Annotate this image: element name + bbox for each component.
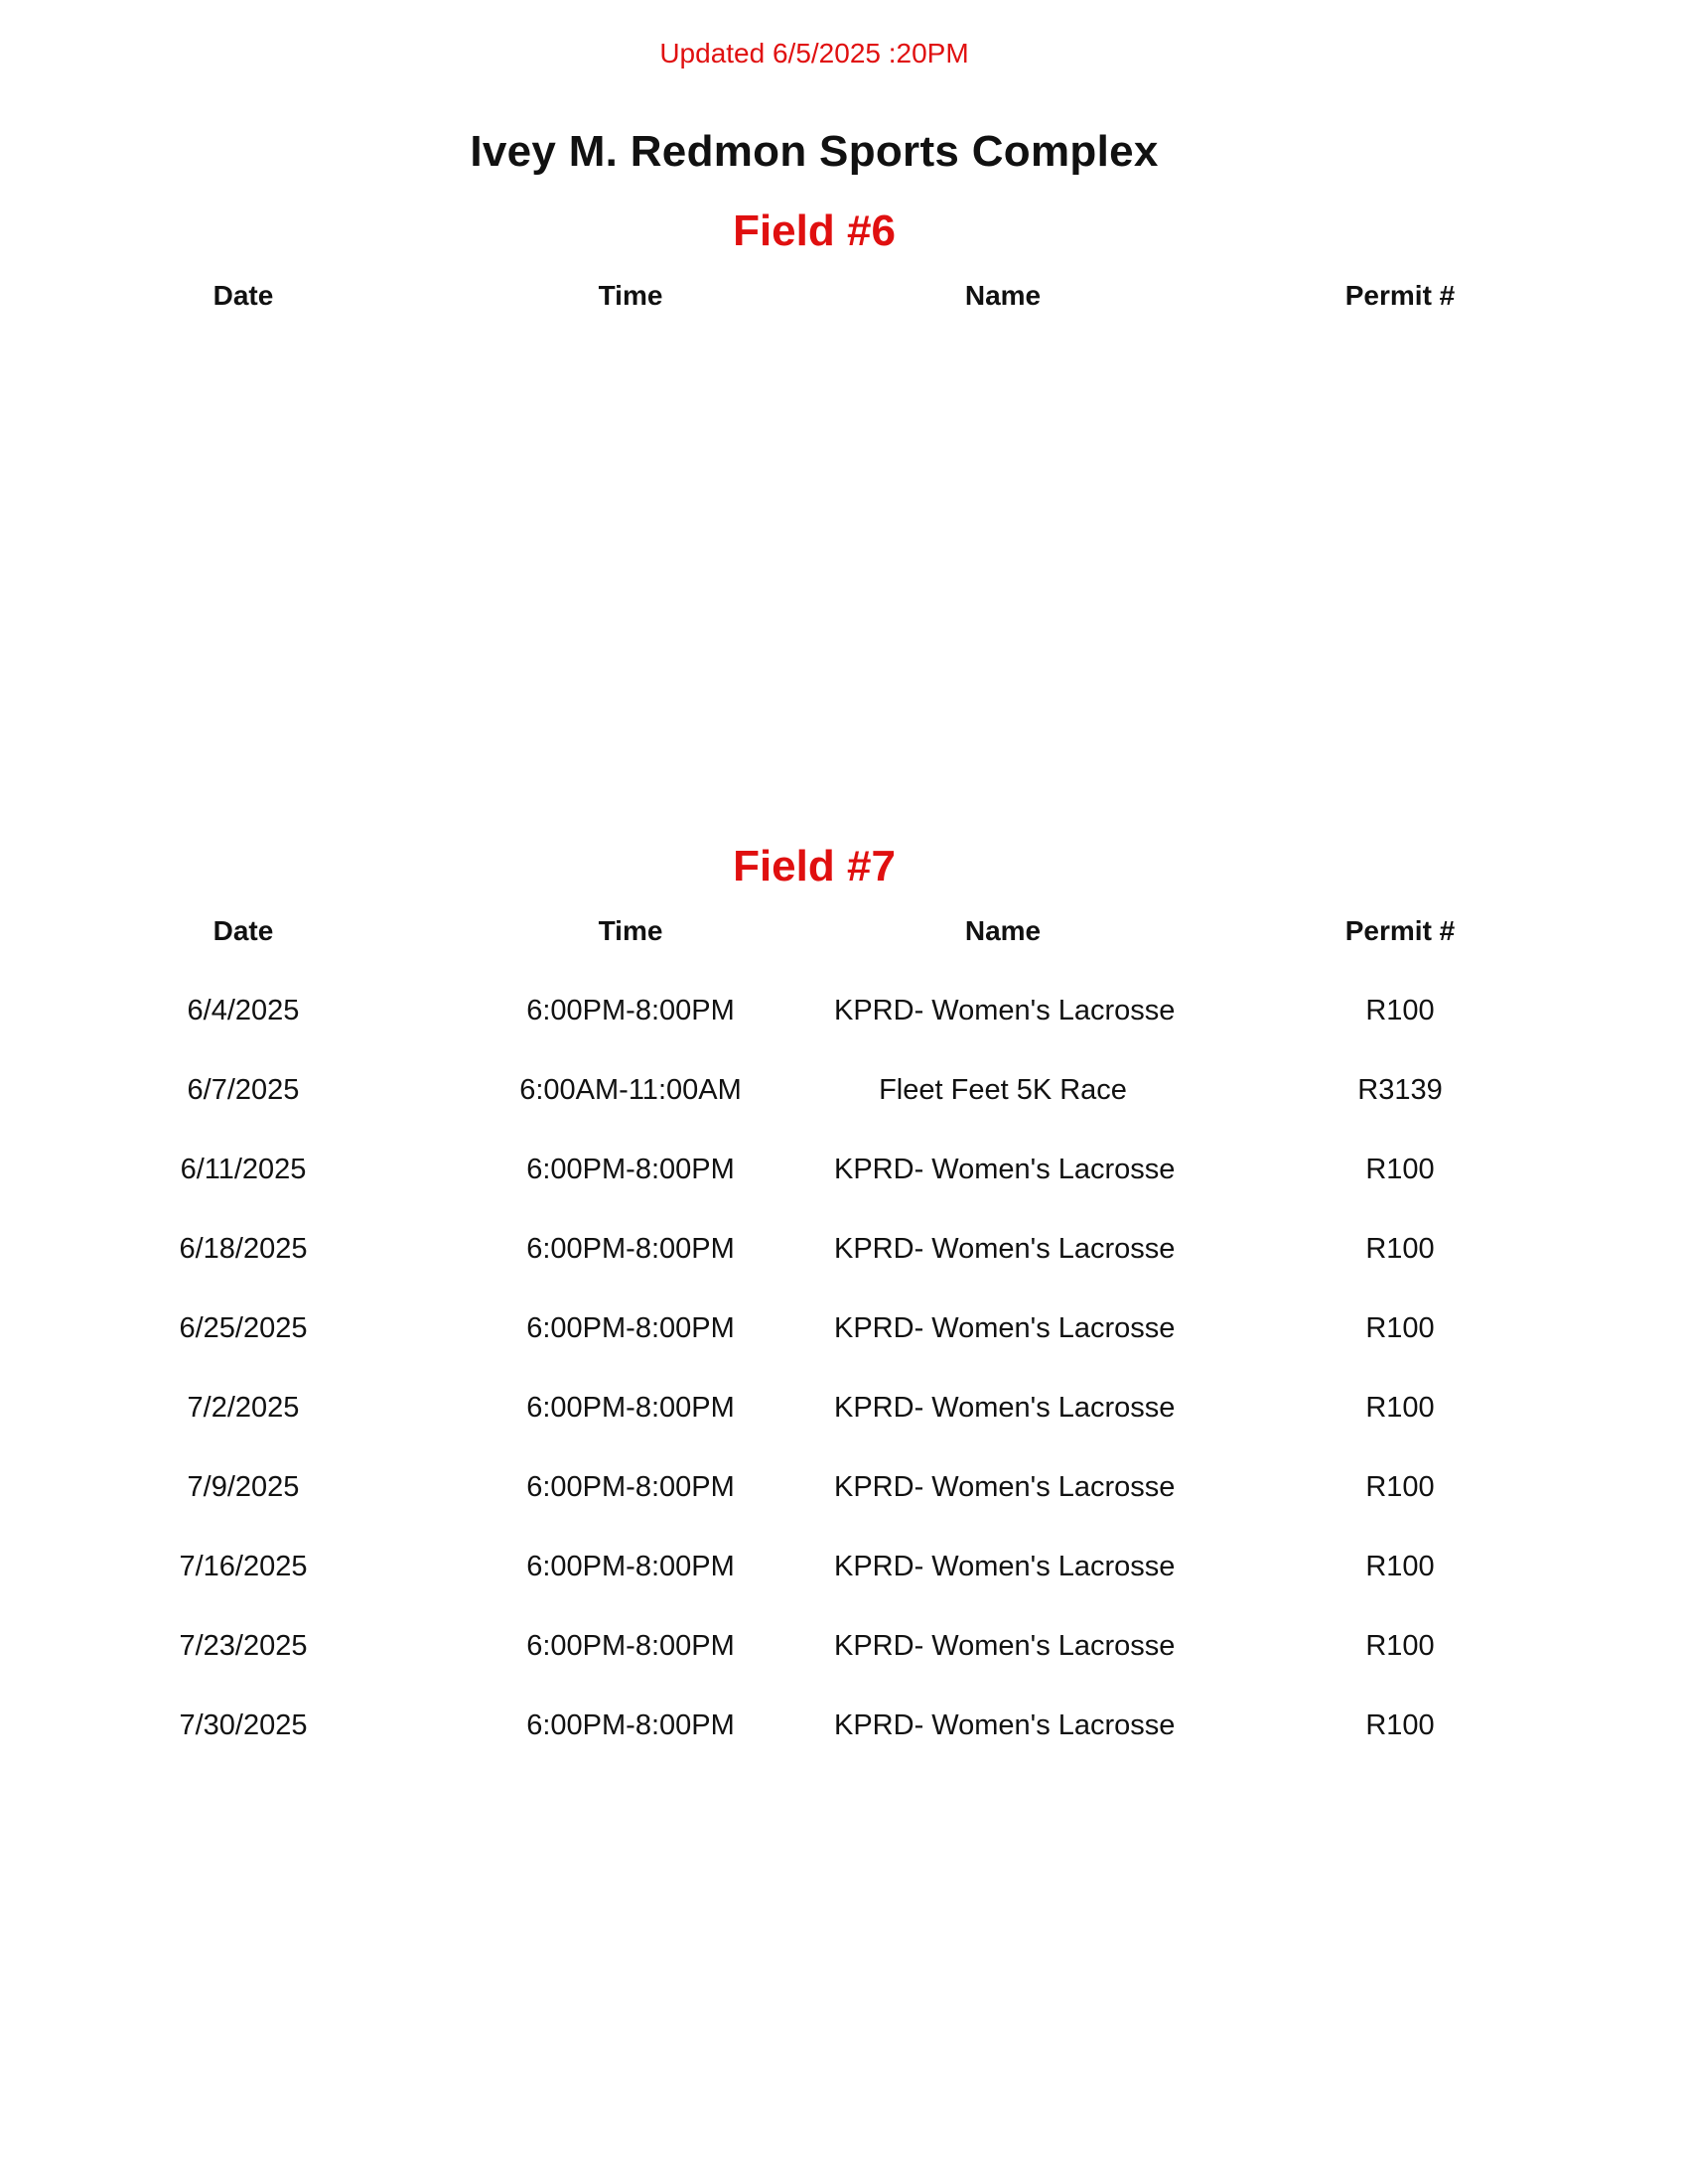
- name-cell: KPRD- Women's Lacrosse: [834, 1471, 1176, 1503]
- date-cell: 6/7/2025: [187, 1074, 300, 1106]
- name-cell: KPRD- Women's Lacrosse: [834, 1709, 1176, 1741]
- table-row: [0, 1392, 1688, 1432]
- name-cell: KPRD- Women's Lacrosse: [834, 995, 1176, 1026]
- time-cell: 6:00PM-8:00PM: [526, 1233, 735, 1265]
- date-cell: 6/18/2025: [179, 1233, 308, 1265]
- table-row: [0, 1551, 1688, 1590]
- name-cell: KPRD- Women's Lacrosse: [834, 1154, 1176, 1185]
- time-cell: 6:00PM-8:00PM: [526, 1154, 735, 1185]
- time-cell: 6:00PM-8:00PM: [526, 1471, 735, 1503]
- field-6-table-header: [0, 280, 1688, 320]
- permit-cell: R3139: [1357, 1074, 1443, 1106]
- permit-cell: R100: [1365, 1392, 1435, 1424]
- date-column-header: Date: [212, 915, 274, 946]
- time-cell: 6:00PM-8:00PM: [526, 995, 735, 1026]
- time-cell: 6:00AM-11:00AM: [519, 1074, 742, 1106]
- date-cell: 7/9/2025: [187, 1471, 300, 1503]
- table-row: [0, 1630, 1688, 1670]
- table-row: [0, 1154, 1688, 1193]
- date-cell: 7/2/2025: [187, 1392, 300, 1424]
- name-column-header: Name: [964, 280, 1042, 311]
- updated-timestamp: Updated 6/5/2025 :20PM: [659, 38, 969, 68]
- name-cell: KPRD- Women's Lacrosse: [834, 1312, 1176, 1344]
- permit-column-header: Permit #: [1344, 280, 1456, 311]
- table-row: [0, 1471, 1688, 1511]
- name-cell: KPRD- Women's Lacrosse: [834, 1551, 1176, 1582]
- permit-cell: R100: [1365, 1471, 1435, 1503]
- name-cell: Fleet Feet 5K Race: [879, 1074, 1127, 1106]
- date-cell: 6/11/2025: [180, 1154, 307, 1185]
- name-cell: KPRD- Women's Lacrosse: [834, 1233, 1176, 1265]
- permit-column-header: Permit #: [1344, 915, 1456, 946]
- page-title: Ivey M. Redmon Sports Complex: [470, 127, 1159, 176]
- field-6-title: Field #6: [733, 206, 896, 255]
- date-cell: 7/16/2025: [179, 1551, 308, 1582]
- time-column-header: Time: [598, 915, 663, 946]
- name-cell: KPRD- Women's Lacrosse: [834, 1392, 1176, 1424]
- table-row: [0, 1312, 1688, 1352]
- time-cell: 6:00PM-8:00PM: [526, 1312, 735, 1344]
- date-cell: 7/30/2025: [179, 1709, 308, 1741]
- date-cell: 6/4/2025: [187, 995, 300, 1026]
- time-cell: 6:00PM-8:00PM: [526, 1630, 735, 1662]
- table-row: [0, 1709, 1688, 1749]
- time-cell: 6:00PM-8:00PM: [526, 1551, 735, 1582]
- permit-cell: R100: [1365, 1630, 1435, 1662]
- permit-cell: R100: [1365, 1154, 1435, 1185]
- name-cell: KPRD- Women's Lacrosse: [834, 1630, 1176, 1662]
- date-cell: 7/23/2025: [179, 1630, 308, 1662]
- time-column-header: Time: [598, 280, 663, 311]
- permit-cell: R100: [1365, 1551, 1435, 1582]
- permit-cell: R100: [1365, 995, 1435, 1026]
- table-row: [0, 995, 1688, 1034]
- field-7-title: Field #7: [733, 842, 896, 890]
- table-row: [0, 1233, 1688, 1273]
- name-column-header: Name: [964, 915, 1042, 946]
- date-cell: 6/25/2025: [179, 1312, 308, 1344]
- field-7-table-header: [0, 915, 1688, 955]
- table-row: [0, 1074, 1688, 1114]
- permit-cell: R100: [1365, 1233, 1435, 1265]
- date-column-header: Date: [212, 280, 274, 311]
- time-cell: 6:00PM-8:00PM: [526, 1709, 735, 1741]
- permit-cell: R100: [1365, 1312, 1435, 1344]
- time-cell: 6:00PM-8:00PM: [526, 1392, 735, 1424]
- permit-cell: R100: [1365, 1709, 1435, 1741]
